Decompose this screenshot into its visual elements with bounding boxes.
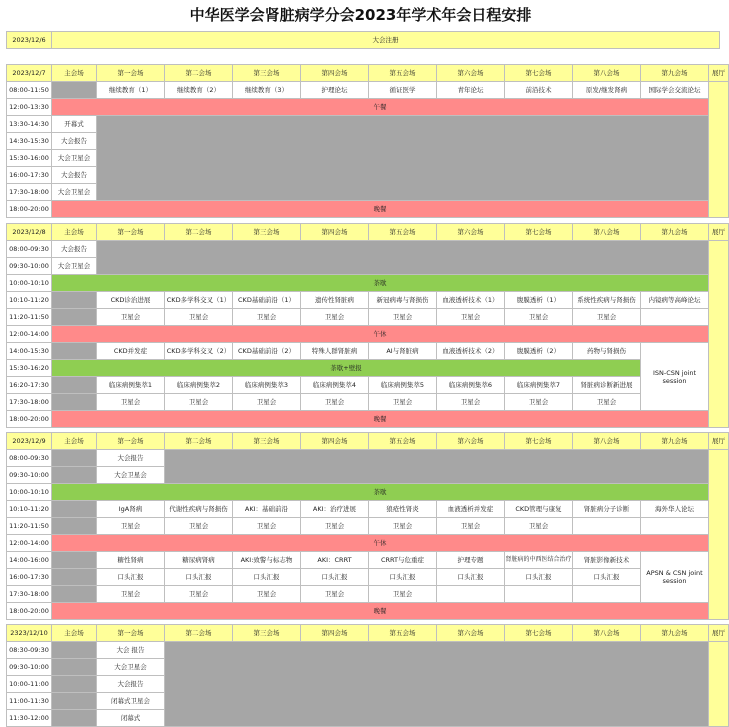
time-cell: 11:00-11:30 [7, 693, 52, 710]
session-cell: 护理专题 [437, 552, 505, 569]
time-cell: 11:20-11:50 [7, 518, 52, 535]
header-venue: 第九会场 [641, 625, 709, 642]
satellite-cell: 卫星会 [233, 309, 301, 326]
schedule-row [7, 603, 729, 620]
schedule-row [7, 201, 729, 218]
header-venue: 第三会场 [233, 625, 301, 642]
registration-cell: 大会注册 [52, 32, 720, 49]
schedule-row [7, 343, 729, 360]
header-row [7, 65, 729, 82]
header-venue: 第四会场 [301, 433, 369, 450]
header-venue: 第二会场 [165, 224, 233, 241]
main-session-cell: 闭幕式卫星会 [97, 693, 165, 710]
time-cell: 12:00-14:00 [7, 535, 52, 552]
session-cell: 循证医学 [369, 82, 437, 99]
session-cell: 腹膜透析（2） [505, 343, 573, 360]
time-cell: 16:00-17:30 [7, 167, 52, 184]
time-cell: 17:30-18:00 [7, 394, 52, 411]
session-cell: 继续教育（1） [97, 82, 165, 99]
time-cell: 09:30-10:00 [7, 467, 52, 484]
satellite-cell: 卫星会 [165, 309, 233, 326]
session-cell: 临床病例集萃6 [437, 377, 505, 394]
date-cell: 2023/12/7 [7, 65, 52, 82]
header-venue: 第五会场 [369, 625, 437, 642]
schedule-row [7, 241, 729, 258]
satellite-cell: 卫星会 [301, 394, 369, 411]
session-cell: 血液透析技术（1） [437, 292, 505, 309]
header-venue: 第三会场 [233, 65, 301, 82]
empty-cell [573, 586, 641, 603]
main-session-cell: 大会 报告 [97, 642, 165, 659]
day-table-1208 [6, 223, 729, 428]
satellite-cell: 卫星会 [97, 586, 165, 603]
date-cell: 2323/12/10 [7, 625, 52, 642]
session-cell: CKD管理与康复 [505, 501, 573, 518]
oral-cell: 口头汇报 [573, 569, 641, 586]
header-venue: 第三会场 [233, 224, 301, 241]
satellite-cell: 卫星会 [233, 518, 301, 535]
satellite-cell: 卫星会 [301, 309, 369, 326]
header-venue: 第八会场 [573, 625, 641, 642]
header-venue: 第七会场 [505, 625, 573, 642]
session-cell: CRRT与危重症 [369, 552, 437, 569]
session-cell: 临床病例集萃5 [369, 377, 437, 394]
blank-cell [52, 552, 97, 569]
header-row [7, 224, 729, 241]
hall-cell [709, 642, 729, 727]
schedule-row [7, 586, 729, 603]
session-cell: 肾脏病分子诊断 [573, 501, 641, 518]
session-cell: 继续教育（3） [233, 82, 301, 99]
main-session-cell: 大会报告 [52, 241, 97, 258]
main-session-cell: 闭幕式 [97, 710, 165, 727]
header-main: 主会场 [52, 433, 97, 450]
session-cell: 药物与肾损伤 [573, 343, 641, 360]
time-cell: 10:10-11:20 [7, 292, 52, 309]
time-cell: 09:30-10:00 [7, 659, 52, 676]
session-cell: 狼疮性肾炎 [369, 501, 437, 518]
satellite-cell: 卫星会 [165, 394, 233, 411]
apsn-joint-session-cell: APSN & CSN joint session [641, 552, 709, 603]
time-cell: 15:30-16:00 [7, 150, 52, 167]
blank-cell [52, 710, 97, 727]
blank-cell [52, 642, 97, 659]
time-cell: 08:30-09:30 [7, 642, 52, 659]
date-cell: 2023/12/6 [7, 32, 52, 49]
session-cell: 肾脏病诊断新进展 [573, 377, 641, 394]
lunch-cell: 午休 [52, 326, 709, 343]
satellite-cell: 卫星会 [369, 394, 437, 411]
time-cell: 09:30-10:00 [7, 258, 52, 275]
header-venue: 第七会场 [505, 224, 573, 241]
session-cell: 临床病例集萃4 [301, 377, 369, 394]
blank-cell [52, 82, 97, 99]
time-cell: 17:30-18:00 [7, 184, 52, 201]
hall-cell [709, 450, 729, 620]
oral-cell: 口头汇报 [437, 569, 505, 586]
main-session-cell: 大会报告 [52, 133, 97, 150]
satellite-cell: 卫星会 [233, 394, 301, 411]
blank-cell [52, 394, 97, 411]
satellite-cell: 卫星会 [437, 394, 505, 411]
schedule-row [7, 450, 729, 467]
session-cell: IgA肾病 [97, 501, 165, 518]
header-venue: 第一会场 [97, 433, 165, 450]
header-venue: 第二会场 [165, 625, 233, 642]
session-cell: 临床病例集萃3 [233, 377, 301, 394]
time-cell: 16:00-17:30 [7, 569, 52, 586]
dinner-cell: 晚餐 [52, 603, 709, 620]
schedule-row [7, 82, 729, 99]
satellite-cell: 卫星会 [165, 586, 233, 603]
schedule-row [7, 569, 729, 586]
blank-cell [52, 693, 97, 710]
header-venue: 第八会场 [573, 65, 641, 82]
blank-cell [52, 569, 97, 586]
blank-cell [52, 450, 97, 467]
blank-cell [97, 241, 709, 275]
satellite-cell: 卫星会 [505, 518, 573, 535]
header-venue: 第八会场 [573, 224, 641, 241]
main-session-cell: 大会卫星会 [52, 184, 97, 201]
session-cell: CKD基础前沿（2） [233, 343, 301, 360]
time-cell: 08:00-11:50 [7, 82, 52, 99]
time-cell: 11:20-11:50 [7, 309, 52, 326]
session-cell: 糖尿病肾病 [165, 552, 233, 569]
lunch-cell: 午餐 [52, 99, 709, 116]
session-cell: AI与肾脏病 [369, 343, 437, 360]
satellite-cell: 卫星会 [573, 394, 641, 411]
header-venue: 第七会场 [505, 65, 573, 82]
schedule-row [7, 501, 729, 518]
hall-cell [709, 241, 729, 428]
satellite-cell: 卫星会 [97, 518, 165, 535]
satellite-cell: 卫星会 [97, 394, 165, 411]
session-cell: AKI：治疗进展 [301, 501, 369, 518]
dinner-cell: 晚餐 [52, 411, 709, 428]
header-venue: 第九会场 [641, 433, 709, 450]
schedule-row [7, 99, 729, 116]
time-cell: 12:00-13:30 [7, 99, 52, 116]
schedule-row [7, 642, 729, 659]
reg-table [6, 31, 720, 49]
session-cell: CKD多学科交叉（2） [165, 343, 233, 360]
time-cell: 13:30-14:30 [7, 116, 52, 133]
header-venue: 第一会场 [97, 224, 165, 241]
hall-cell [709, 82, 729, 218]
session-cell: AKI:致警与标志物 [233, 552, 301, 569]
oral-cell: 口头汇报 [301, 569, 369, 586]
session-cell: CKD并发症 [97, 343, 165, 360]
empty-cell [437, 586, 505, 603]
header-row [7, 433, 729, 450]
isn-joint-session-cell: ISN-CSN joint session [641, 343, 709, 411]
main-session-cell: 大会报告 [97, 676, 165, 693]
session-cell: 系统性疾病与肾损伤 [573, 292, 641, 309]
schedule-row [7, 552, 729, 569]
satellite-cell: 卫星会 [437, 518, 505, 535]
time-cell: 08:00-09:30 [7, 241, 52, 258]
header-venue: 第三会场 [233, 433, 301, 450]
schedule-row [7, 394, 729, 411]
header-venue: 第四会场 [301, 65, 369, 82]
time-cell: 10:00-10:10 [7, 275, 52, 292]
header-venue: 第二会场 [165, 65, 233, 82]
time-cell: 17:30-18:00 [7, 586, 52, 603]
header-main: 主会场 [52, 224, 97, 241]
satellite-cell: 卫星会 [165, 518, 233, 535]
session-cell: 原发/继发肾病 [573, 82, 641, 99]
schedule-row [7, 484, 729, 501]
main-session-cell: 开幕式 [52, 116, 97, 133]
header-hall: 展厅 [709, 433, 729, 450]
header-venue: 第六会场 [437, 65, 505, 82]
time-cell: 08:00-09:30 [7, 450, 52, 467]
header-venue: 第二会场 [165, 433, 233, 450]
schedule-row [7, 309, 729, 326]
header-venue: 第一会场 [97, 625, 165, 642]
header-venue: 第五会场 [369, 65, 437, 82]
empty-cell [573, 518, 641, 535]
satellite-cell: 卫星会 [233, 586, 301, 603]
blank-cell [165, 450, 709, 484]
tea-break-cell: 茶歇+壁报 [52, 360, 641, 377]
blank-cell [52, 343, 97, 360]
blank-cell [52, 292, 97, 309]
session-cell: AKI：CRRT [301, 552, 369, 569]
time-cell: 14:00-16:00 [7, 552, 52, 569]
header-venue: 第九会场 [641, 224, 709, 241]
blank-cell [52, 309, 97, 326]
session-cell: 国际学会交流论坛 [641, 82, 709, 99]
oral-cell: 口头汇报 [97, 569, 165, 586]
main-session-cell: 大会卫星会 [97, 467, 165, 484]
time-cell: 14:30-15:30 [7, 133, 52, 150]
date-cell: 2023/12/9 [7, 433, 52, 450]
empty-cell [505, 586, 573, 603]
tea-break-cell: 茶歇 [52, 275, 709, 292]
blank-cell [52, 586, 97, 603]
session-cell: CKD诊治进展 [97, 292, 165, 309]
main-session-cell: 大会卫星会 [52, 150, 97, 167]
session-cell: 代谢性疾病与肾损伤 [165, 501, 233, 518]
session-cell: 内镜病等高峰论坛 [641, 292, 709, 309]
satellite-cell: 卫星会 [369, 518, 437, 535]
session-cell: 腹膜透析（1） [505, 292, 573, 309]
session-cell: 临床病例集萃7 [505, 377, 573, 394]
day-table-1210 [6, 624, 729, 727]
main-session-cell: 大会卫星会 [52, 258, 97, 275]
oral-cell: 口头汇报 [165, 569, 233, 586]
header-venue: 第四会场 [301, 224, 369, 241]
empty-cell [641, 518, 709, 535]
session-cell: 青年论坛 [437, 82, 505, 99]
session-cell: CKD基础前沿（1） [233, 292, 301, 309]
tea-break-cell: 茶歇 [52, 484, 709, 501]
time-cell: 14:00-15:30 [7, 343, 52, 360]
session-cell: 临床病例集萃2 [165, 377, 233, 394]
time-cell: 12:00-14:00 [7, 326, 52, 343]
header-venue: 第六会场 [437, 625, 505, 642]
blank-cell [52, 676, 97, 693]
empty-cell [641, 309, 709, 326]
header-hall: 展厅 [709, 625, 729, 642]
header-venue: 第八会场 [573, 433, 641, 450]
satellite-cell: 卫星会 [573, 309, 641, 326]
time-cell: 15:30-16:20 [7, 360, 52, 377]
session-cell: 临床病例集萃1 [97, 377, 165, 394]
header-venue: 第一会场 [97, 65, 165, 82]
page-title: 中华医学会肾脏病学分会2023年学术年会日程安排 [189, 6, 532, 24]
header-venue: 第九会场 [641, 65, 709, 82]
satellite-cell: 卫星会 [301, 586, 369, 603]
satellite-cell: 卫星会 [97, 309, 165, 326]
session-cell: 糖性肾病 [97, 552, 165, 569]
day-table-1209 [6, 432, 729, 620]
session-cell: 海外华人论坛 [641, 501, 709, 518]
date-cell: 2023/12/8 [7, 224, 52, 241]
time-cell: 18:00-20:00 [7, 603, 52, 620]
header-venue: 第五会场 [369, 433, 437, 450]
header-row [7, 625, 729, 642]
main-session-cell: 大会卫星会 [97, 659, 165, 676]
schedule-row [7, 275, 729, 292]
time-cell: 16:20-17:30 [7, 377, 52, 394]
session-cell: 继续教育（2） [165, 82, 233, 99]
blank-cell [52, 518, 97, 535]
session-cell: 肾脏影像新技术 [573, 552, 641, 569]
header-main: 主会场 [52, 625, 97, 642]
main-session-cell: 大会报告 [97, 450, 165, 467]
session-cell: CKD多学科交叉（1） [165, 292, 233, 309]
header-venue: 第五会场 [369, 224, 437, 241]
schedule-row [7, 518, 729, 535]
schedule-row [7, 116, 729, 133]
time-cell: 18:00-20:00 [7, 201, 52, 218]
time-cell: 10:00-11:00 [7, 676, 52, 693]
schedule-row [7, 535, 729, 552]
session-cell: 肾脏病的中西医结合治疗 [505, 552, 573, 569]
schedule-row [7, 377, 729, 394]
header-venue: 第四会场 [301, 625, 369, 642]
schedule-row [7, 411, 729, 428]
dinner-cell: 晚餐 [52, 201, 709, 218]
session-cell: 新冠病毒与肾损伤 [369, 292, 437, 309]
header-venue: 第七会场 [505, 433, 573, 450]
schedule-row [7, 292, 729, 309]
schedule-row [7, 326, 729, 343]
lunch-cell: 午休 [52, 535, 709, 552]
main-session-cell: 大会报告 [52, 167, 97, 184]
session-cell: 前沿技术 [505, 82, 573, 99]
time-cell: 10:00-10:10 [7, 484, 52, 501]
reg-row [7, 32, 720, 49]
session-cell: 血液透析技术（2） [437, 343, 505, 360]
blank-cell [52, 467, 97, 484]
session-cell: 遗传性肾脏病 [301, 292, 369, 309]
satellite-cell: 卫星会 [505, 394, 573, 411]
satellite-cell: 卫星会 [437, 309, 505, 326]
blank-cell [165, 642, 709, 727]
oral-cell: 口头汇报 [369, 569, 437, 586]
satellite-cell: 卫星会 [301, 518, 369, 535]
header-main: 主会场 [52, 65, 97, 82]
time-cell: 10:10-11:20 [7, 501, 52, 518]
header-venue: 第六会场 [437, 433, 505, 450]
header-venue: 第六会场 [437, 224, 505, 241]
time-cell: 11:30-12:00 [7, 710, 52, 727]
satellite-cell: 卫星会 [369, 586, 437, 603]
session-cell: 血液透析并发症 [437, 501, 505, 518]
blank-cell [52, 659, 97, 676]
header-hall: 展厅 [709, 65, 729, 82]
oral-cell: 口头汇报 [233, 569, 301, 586]
day-table-1207 [6, 64, 729, 218]
blank-cell [52, 377, 97, 394]
schedule-row [7, 360, 729, 377]
blank-cell [52, 501, 97, 518]
session-cell: AKI：基础前沿 [233, 501, 301, 518]
satellite-cell: 卫星会 [505, 309, 573, 326]
satellite-cell: 卫星会 [369, 309, 437, 326]
session-cell: 特殊人群肾脏病 [301, 343, 369, 360]
blank-cell [97, 116, 709, 201]
time-cell: 18:00-20:00 [7, 411, 52, 428]
oral-cell: 口头汇报 [505, 569, 573, 586]
header-hall: 展厅 [709, 224, 729, 241]
session-cell: 护理论坛 [301, 82, 369, 99]
